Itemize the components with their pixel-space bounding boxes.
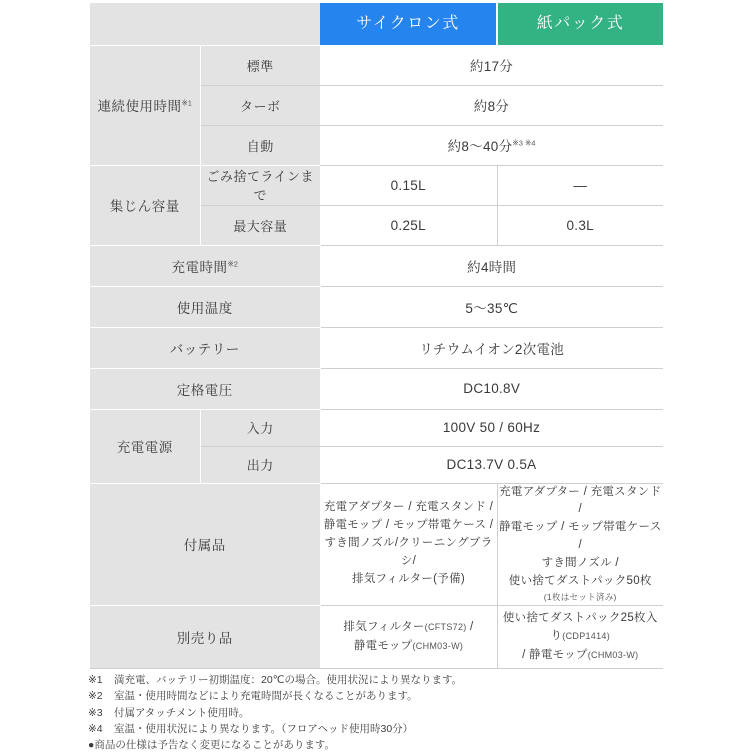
optional-item: / 静電モップ xyxy=(522,648,588,661)
row-label-battery: バッテリー xyxy=(90,327,320,368)
table-row xyxy=(90,409,663,446)
value-runtime-turbo: 約8分 xyxy=(320,85,663,125)
footnote-item xyxy=(88,672,688,688)
row-label-voltage: 定格電圧 xyxy=(90,368,320,409)
value-capacity-max-cyclone: 0.25L xyxy=(320,205,497,245)
specification-table xyxy=(90,3,663,669)
value-power-input: 100V 50 / 60Hz xyxy=(320,409,663,446)
optional-item: 静電モップ xyxy=(353,639,413,652)
row-label-temperature: 使用温度 xyxy=(90,286,320,327)
optional-item: 使い捨てダストパック25枚入り xyxy=(502,611,658,643)
footnote-mark: ※4 xyxy=(88,722,103,735)
table-header-row xyxy=(90,3,663,45)
accessory-line: 使い捨てダストパック50枚 xyxy=(508,574,652,587)
value-capacity-to-line-cyclone: 0.15L xyxy=(320,165,497,205)
sublabel-capacity-max: 最大容量 xyxy=(200,205,320,245)
footnote-item xyxy=(88,737,688,753)
table-row xyxy=(90,245,663,286)
optional-model-code: (CHM03-W) xyxy=(412,640,464,651)
value-capacity-max-paper: 0.3L xyxy=(497,205,663,245)
optional-model-code: (CDP1414) xyxy=(562,631,611,642)
sublabel-runtime-auto: 自動 xyxy=(200,125,320,165)
footnote-text: 室温・使用状況により異なります。（フロアヘッド使用時30分） xyxy=(114,722,414,735)
value-charge-time: 約4時間 xyxy=(320,245,663,286)
table-row xyxy=(90,286,663,327)
value-runtime-auto-text: 約8〜40分 xyxy=(447,139,513,154)
footnote-item xyxy=(88,721,688,737)
sublabel-runtime-standard: 標準 xyxy=(200,45,320,85)
table-row xyxy=(90,45,663,85)
accessory-line: 静電モップ / モップ帯電ケース / xyxy=(498,521,662,551)
sublabel-power-output: 出力 xyxy=(200,446,320,483)
footnote-mark: ※2 xyxy=(88,690,103,703)
value-voltage: DC10.8V xyxy=(320,368,663,409)
sublabel-power-input: 入力 xyxy=(200,409,320,446)
optional-model-code: (CHM03-W) xyxy=(587,649,639,660)
footnote-mark: ※1 xyxy=(88,674,103,686)
footnote-text: 商品の仕様は予告なく変更になることがあります。 xyxy=(94,739,336,752)
row-label-capacity: 集じん容量 xyxy=(90,165,200,245)
table-row xyxy=(90,483,663,605)
value-accessories-paper xyxy=(497,483,663,605)
footnote-text: 室温・使用時間などにより充電時間が長くなることがあります。 xyxy=(114,690,418,703)
row-label-runtime-text: 連続使用時間 xyxy=(97,99,182,114)
row-label-optional: 別売り品 xyxy=(90,605,320,668)
optional-item: 排気フィルター xyxy=(343,621,425,634)
value-optional-cyclone xyxy=(320,605,497,668)
value-runtime-auto xyxy=(320,125,663,165)
row-label-accessories: 付属品 xyxy=(90,483,320,605)
value-accessories-cyclone xyxy=(320,483,497,605)
optional-separator: / xyxy=(466,621,474,634)
tab-paper-pack[interactable]: 紙パック式 xyxy=(497,3,663,45)
footnote-item xyxy=(88,705,688,721)
value-runtime-standard: 約17分 xyxy=(320,45,663,85)
tab-cyclone[interactable]: サイクロン式 xyxy=(320,3,497,45)
accessory-line: すき間ノズル / xyxy=(541,556,619,569)
value-power-output: DC13.7V 0.5A xyxy=(320,446,663,483)
row-label-charge-time-text: 充電時間 xyxy=(171,259,228,275)
sublabel-capacity-to-line: ごみ捨てラインまで xyxy=(200,165,320,205)
table-row xyxy=(90,368,663,409)
footnote-item xyxy=(88,688,688,704)
footnotes xyxy=(88,672,688,753)
accessory-line: 排気フィルター(予備) xyxy=(351,572,466,585)
table-row xyxy=(90,165,663,205)
optional-model-code: (CFTS72) xyxy=(424,622,467,633)
sublabel-runtime-turbo: ターボ xyxy=(200,85,320,125)
table-row xyxy=(90,605,663,668)
row-label-runtime xyxy=(90,45,200,165)
accessory-paper-note: (1枚はセット済み) xyxy=(543,592,617,603)
footnote-mark: ● xyxy=(88,739,95,752)
value-optional-paper xyxy=(497,605,663,668)
table-row xyxy=(90,327,663,368)
row-label-charge-time xyxy=(90,245,320,286)
footnote-text: 付属アタッチメント使用時。 xyxy=(114,706,250,719)
footnote-mark: ※3 xyxy=(88,706,103,719)
row-label-charge-time-note: ※2 xyxy=(227,259,238,268)
value-runtime-auto-note: ※3 ※4 xyxy=(512,138,536,148)
value-battery: リチウムイオン2次電池 xyxy=(320,327,663,368)
accessory-line: 静電モップ / モップ帯電ケース / xyxy=(323,519,494,532)
value-capacity-to-line-paper: — xyxy=(497,165,663,205)
footnote-text: 満充電、バッテリー初期温度：20℃の場合。使用状況により異なります。 xyxy=(114,674,463,686)
accessory-line: 充電アダプター / 充電スタンド / xyxy=(499,485,662,516)
accessory-line: すき間ノズル/クリーニングブラシ/ xyxy=(324,537,493,567)
value-temperature: 5〜35℃ xyxy=(320,286,663,327)
row-label-runtime-note: ※1 xyxy=(181,98,192,108)
header-blank-cell xyxy=(90,3,320,45)
accessory-line: 充電アダプター / 充電スタンド / xyxy=(323,501,494,514)
row-label-power-source: 充電電源 xyxy=(90,409,200,483)
